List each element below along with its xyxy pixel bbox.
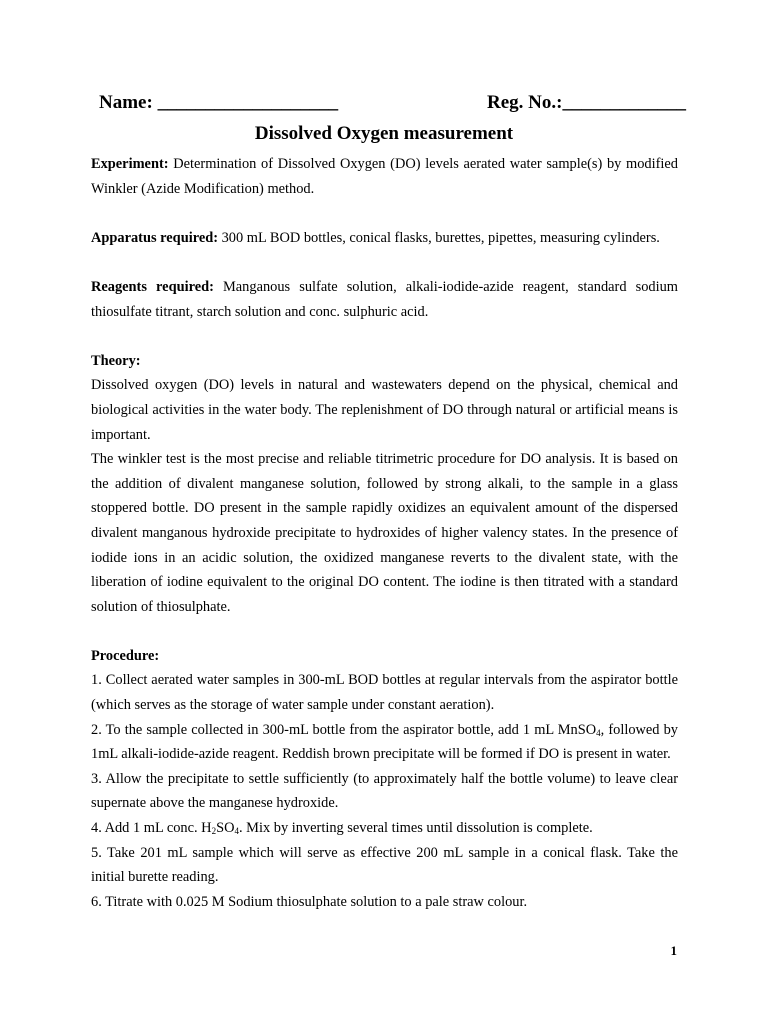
reg-no-field: [487, 92, 686, 114]
reg-no-blank: _____________: [562, 92, 686, 113]
procedure-step-2: [91, 718, 678, 767]
procedure-step-5: 5. Take 201 mL sample which will serve as effective 200 mL sample in a conical flask. Take the initial burette reading.: [91, 844, 678, 886]
procedure-heading: Procedure:: [91, 647, 160, 664]
reagents-text: Manganous sulfate solution, alkali-iodide-azide reagent, standard sodium thiosulfate titrant, starch solution and conc. sulphuric acid.: [91, 278, 678, 320]
step-4-text-a: 4. Add 1 mL conc. H: [91, 820, 212, 837]
document-title: Dissolved Oxygen measurement: [254, 123, 514, 144]
step-4-subscript-2: 4: [234, 826, 239, 837]
step-2-text-a: 2. To the sample collected in 300-mL bottle from the aspirator bottle, add 1 mL MnSO: [91, 721, 597, 738]
procedure-step-4: [91, 816, 678, 841]
document-body: [91, 152, 678, 914]
step-4-subscript-1: 2: [211, 826, 217, 837]
page-number: 1: [670, 943, 677, 958]
theory-paragraph: The winkler test is the most precise and reliable titrimetric procedure for DO analysis. It is based on the addition of divalent manganese solution, followed by strong alkali, to the sample in a glass stoppered bottle. DO present in the sample rapidly oxidizes an equivalent amount of the dispersed divalent manganous hydroxide precipitate to hydroxides of higher valency states. In the presence of iodide ions in an acidic solution, the oxidized manganese reverts to the divalent state, with the liberation of iodine equivalent to the original DO content. The iodine is then titrated with a standard solution of thiosulphate.: [91, 451, 678, 615]
step-4-text-c: . Mix by inverting several times until dissolution is complete.: [238, 820, 593, 837]
apparatus-label: Apparatus required:: [91, 229, 218, 246]
reagents-section: [91, 275, 678, 324]
apparatus-section: [91, 226, 678, 251]
experiment-label: Experiment:: [91, 156, 169, 172]
experiment-section: [91, 152, 678, 201]
experiment-text: Determination of Dissolved Oxygen (DO) levels aerated water sample(s) by modified Winkler (Azide Modification) method.: [91, 156, 678, 197]
procedure-step-3: 3. Allow the precipitate to settle sufficiently (to approximately half the bottle volume) to leave clear supernate above the manganese hydroxide.: [91, 770, 678, 812]
name-label: Name:: [99, 92, 153, 113]
procedure-step-6: 6. Titrate with 0.025 M Sodium thiosulphate solution to a pale straw colour.: [91, 893, 528, 910]
name-field: [99, 92, 338, 114]
name-blank: ___________________: [157, 92, 339, 113]
step-2-subscript: 4: [596, 727, 601, 738]
step-2-text-b: , followed by 1mL alkali-iodide-azide reagent. Reddish brown precipitate will be formed if DO is present in water.: [91, 721, 678, 763]
reg-no-label: Reg. No.:: [487, 92, 563, 113]
theory-heading: Theory:: [91, 352, 141, 369]
reagents-label: Reagents required:: [91, 278, 214, 295]
procedure-step-1: 1. Collect aerated water samples in 300-mL BOD bottles at regular intervals from the aspirator bottle (which serves as the storage of water sample under constant aeration).: [91, 672, 678, 714]
apparatus-text: 300 mL BOD bottles, conical flasks, burettes, pipettes, measuring cylinders.: [221, 229, 660, 246]
step-4-text-b: SO: [216, 820, 235, 837]
theory-paragraph: Dissolved oxygen (DO) levels in natural and wastewaters depend on the physical, chemical and biological activities in the water body. The replenishment of DO through natural or artificial means is important.: [91, 377, 678, 443]
